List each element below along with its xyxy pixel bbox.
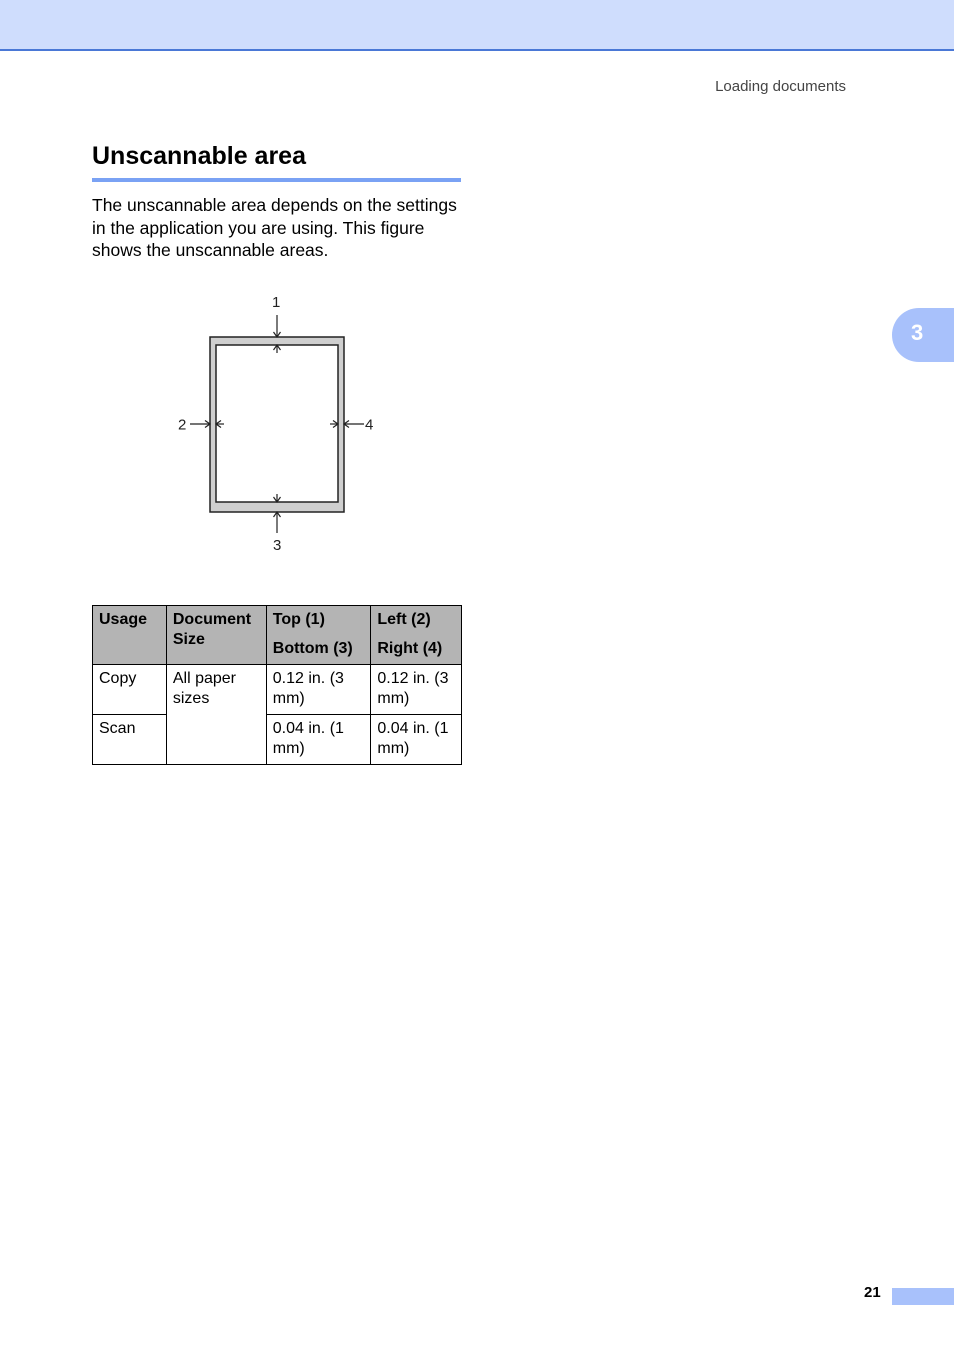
unscannable-area-figure [170,285,390,560]
title-underline [92,178,461,182]
cell-document-size: All paper sizes [166,665,266,765]
header-right: Right (4) [377,640,443,657]
figure-label-2: 2 [178,416,187,434]
figure-label-4: 4 [365,416,374,434]
chapter-tab: 3 [892,308,954,362]
header-bottom: Bottom (3) [272,640,353,657]
arrow-right [330,421,364,428]
table-row [93,665,462,715]
intro-paragraph: The unscannable area depends on the settings in the application you are using. This figure shows the unscannable areas. [92,195,457,260]
cell-top-bottom: 0.12 in. (3 mm) [266,665,371,715]
unscannable-area-table [92,605,462,765]
header-top: Top (1) [272,611,325,628]
header-top-bottom [266,606,371,665]
header-left-right [371,606,462,665]
page-header-band [0,0,954,51]
running-header: Loading documents [715,78,846,95]
scannable-area [216,345,338,502]
footer-tab-bar [892,1288,954,1305]
cell-left-right: 0.04 in. (1 mm) [371,715,462,765]
page-number: 21 [864,1284,881,1301]
figure-label-3: 3 [273,537,282,554]
header-document-size: Document Size [166,606,266,665]
arrow-left [190,421,224,428]
header-usage: Usage [93,606,167,665]
table-header-row [93,606,462,665]
section-title: Unscannable area [92,142,306,170]
cell-top-bottom: 0.04 in. (1 mm) [266,715,371,765]
figure-label-1: 1 [272,294,281,311]
header-left: Left (2) [377,611,431,628]
cell-usage: Scan [93,715,167,765]
cell-left-right: 0.12 in. (3 mm) [371,665,462,715]
table-row [93,715,462,765]
cell-usage: Copy [93,665,167,715]
